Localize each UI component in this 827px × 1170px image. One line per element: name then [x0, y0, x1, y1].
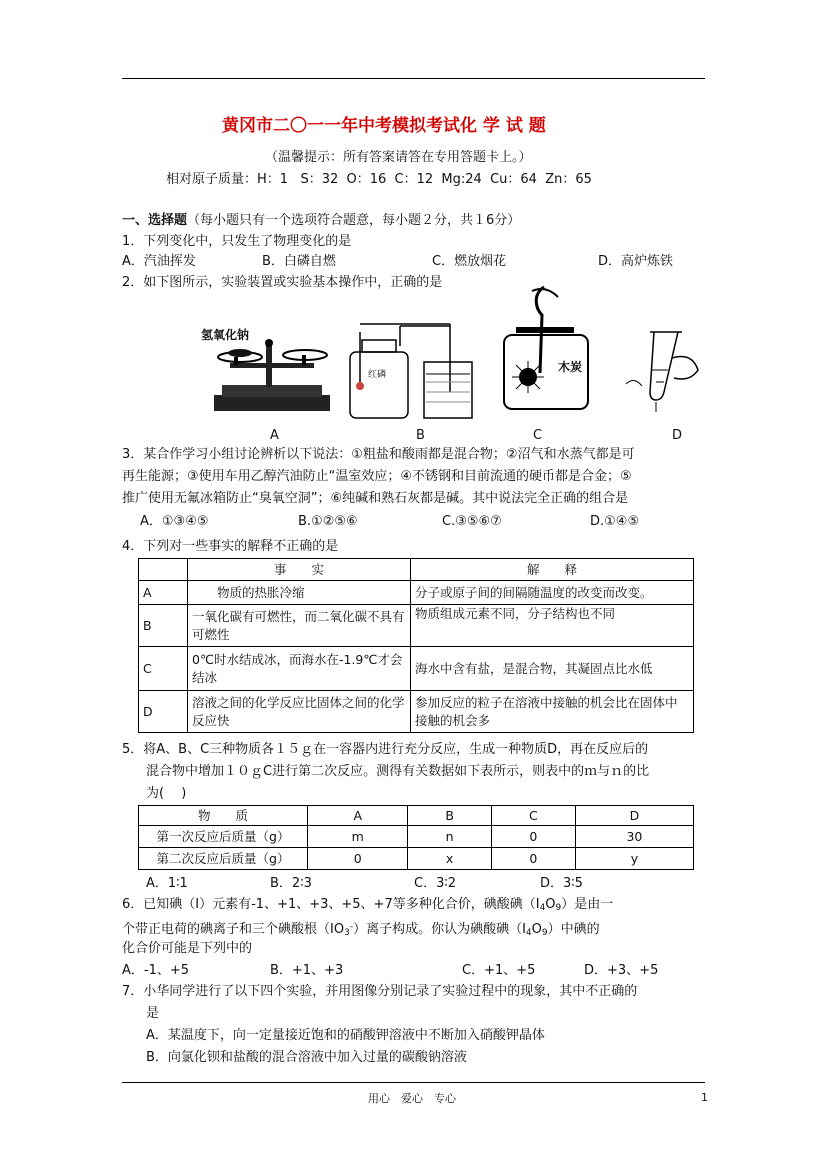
- q6-line-2-sup: -: [349, 922, 354, 932]
- section-heading: [122, 213, 520, 229]
- apparatus-b-figure: [340, 312, 475, 420]
- q3-line-3: 推广使用无氟冰箱防止“臭氧空洞”；⑥纯碱和熟石灰都是碱。其中说法完全正确的组合是: [122, 491, 629, 506]
- q4-stem: 4．下列对一些事实的解释不正确的是: [122, 539, 339, 554]
- q5-row1-d: 30: [575, 826, 693, 848]
- q7-option-a: A．某温度下，向一定量接近饱和的硝酸钾溶液中不断加入硝酸钾晶体: [146, 1028, 545, 1043]
- q6-line-2-post: ）中碘的: [547, 922, 600, 937]
- q5-row2-d: y: [575, 848, 693, 870]
- q6-line-1-mid: O: [545, 897, 556, 912]
- q6-line-2-mid: ）离子构成。你认为碘酸碘（I: [353, 922, 526, 937]
- q6-option-d: D．+3、+5: [584, 963, 659, 978]
- q6-line-2-o: O: [531, 922, 542, 937]
- q7-line-1: 7．小华同学进行了以下四个实验，并用图像分别记录了实验过程中的现象，其中不正确的: [122, 984, 638, 999]
- q4-row-c-fact: 0℃时水结成冰，而海水在-1.9℃才会结冰: [188, 647, 411, 691]
- fig-a-label: 氢氧化钠: [201, 328, 250, 342]
- q5-row1-label: 第一次反应后质量（g）: [139, 826, 308, 848]
- q4-row-a-opt: A: [139, 581, 188, 605]
- q5-header-a: A: [308, 806, 408, 826]
- tip-text: （温馨提示：所有答案请答在专用答题卡上。）: [265, 150, 532, 165]
- fig-b-label: 红磷: [368, 370, 387, 380]
- q5-line-2: 混合物中增加１０ｇC进行第二次反应。测得有关数据如下表所示，则表中的ｍ与ｎ的比: [146, 764, 650, 779]
- q5-option-d: D．3∶5: [540, 876, 583, 891]
- q3-option-d: D.①④⑤: [590, 514, 640, 529]
- q6-line-2: [122, 919, 600, 941]
- q7-option-b: B．向氯化钡和盐酸的混合溶液中加入过量的碳酸钠溶液: [146, 1050, 467, 1065]
- q3-line-2: 再生能源；③使用车用乙醇汽油防止“温室效应；④不锈钢和目前流通的硬币都是合金；⑤: [122, 469, 632, 484]
- q5-option-a: A．1∶1: [146, 876, 188, 891]
- exam-title: 黄冈市二〇一一年中考模拟考试化 学 试 题: [222, 116, 546, 136]
- q6-line-1-post: ）是由一: [561, 897, 614, 912]
- q6-line-1: [122, 897, 613, 916]
- q4-row-a-explain: 分子或原子间的间隔随温度的改变而改变。: [411, 581, 694, 605]
- q4-row-d-explain: 参加反应的粒子在溶液中接触的机会比在固体中接触的机会多: [411, 691, 694, 733]
- q5-option-c: C．3∶2: [414, 876, 457, 891]
- q6-option-c: C．+1、+5: [462, 963, 536, 978]
- jar-c-figure: [492, 285, 597, 413]
- q5-row2-a: 0: [308, 848, 408, 870]
- q4-row-b-opt: B: [139, 605, 188, 647]
- q1-option-d: D．高炉炼铁: [598, 254, 674, 269]
- q6-line-1-sub-1: 4: [539, 903, 546, 913]
- q5-table: [138, 805, 694, 870]
- page-number: 1: [701, 1091, 708, 1104]
- top-rule: [122, 78, 705, 79]
- q4-header-fact: 事 实: [188, 559, 411, 581]
- q5-row2-c: 0: [491, 848, 575, 870]
- q5-option-b: B．2∶3: [270, 876, 312, 891]
- q4-row-a-fact: 物质的热胀冷缩: [188, 581, 411, 605]
- q5-row2-b: x: [408, 848, 491, 870]
- q5-line-1: 5．将A、B、C三种物质各１５ｇ在一容器内进行充分反应，生成一种物质D，再在反应后的: [122, 742, 649, 757]
- q4-header-explain: 解 释: [411, 559, 694, 581]
- q3-option-b: B.①②⑤⑥: [298, 514, 358, 529]
- atomic-masses: 相对原子质量：H：1 S：32 O：16 C：12 Mg:24 Cu：64 Zn：65: [166, 172, 592, 187]
- q4-row-d-opt: D: [139, 691, 188, 733]
- q2-stem: 2．如下图所示，实验装置或实验基本操作中，正确的是: [122, 275, 443, 290]
- q5-line-3: 为( ): [146, 786, 187, 801]
- q4-row-b-fact: 一氧化碳有可燃性，而二氧化碳不具有可燃性: [188, 605, 411, 647]
- q4-row-c-opt: C: [139, 647, 188, 691]
- q3-line-1: 3．某合作学习小组讨论辨析以下说法：①粗盐和酸雨都是混合物；②沼气和水蒸气都是可: [122, 447, 635, 462]
- test-tube-d-figure: [620, 322, 715, 414]
- q5-row1-a: m: [308, 826, 408, 848]
- q1-option-c: C．燃放烟花: [432, 254, 507, 269]
- fig-label-b: B: [416, 428, 425, 443]
- q5-header-c: C: [491, 806, 575, 826]
- section-heading-rest: （每小题只有一个选项符合题意，每小题２分，共１6分）: [187, 213, 521, 228]
- q5-row2-label: 第二次反应后质量（g）: [139, 848, 308, 870]
- q6-option-a: A．-1、+5: [122, 963, 190, 978]
- fig-label-a: A: [270, 428, 279, 443]
- q1-stem: 1．下列变化中，只发生了物理变化的是: [122, 234, 352, 249]
- q5-row1-b: n: [408, 826, 491, 848]
- q7-line-2: 是: [146, 1006, 160, 1021]
- q6-line-2-sub-1: 4: [525, 928, 532, 938]
- q5-header-substance: 物 质: [139, 806, 308, 826]
- q4-row-d-fact: 溶液之间的化学反应比固体之间的化学反应快: [188, 691, 411, 733]
- q5-header-d: D: [575, 806, 693, 826]
- q3-option-a: A．①③④⑤: [140, 514, 209, 529]
- q3-option-c: C.③⑤⑥⑦: [442, 514, 502, 529]
- q6-line-3: 化合价可能是下列中的: [122, 941, 253, 956]
- footer-motto: 用心 爱心 专心: [368, 1092, 456, 1105]
- q4-row-c-explain: 海水中含有盐，是混合物，其凝固点比水低: [411, 647, 694, 691]
- q1-option-a: A．汽油挥发: [122, 254, 196, 269]
- q4-row-b-explain: 物质组成元素不同，分子结构也不同: [411, 605, 694, 647]
- q6-line-1-sub-2: 9: [555, 903, 562, 913]
- q6-line-2-sub-2: 9: [541, 928, 548, 938]
- q6-line-2-pre: 个带正电荷的碘离子和三个碘酸根（IO: [122, 922, 345, 937]
- q5-row1-c: 0: [491, 826, 575, 848]
- fig-label-c: C: [533, 428, 543, 443]
- fig-label-d: D: [672, 428, 683, 443]
- fig-c-label: 木炭: [558, 360, 583, 374]
- q5-header-b: B: [408, 806, 491, 826]
- q4-table: [138, 558, 694, 733]
- section-heading-bold: 一、选择题: [122, 213, 188, 228]
- q6-option-b: B．+1、+3: [270, 963, 344, 978]
- q1-option-b: B．白磷自燃: [262, 254, 336, 269]
- q4-header-blank: [139, 559, 188, 581]
- q6-line-2-sub: 3: [344, 928, 350, 938]
- q6-line-1-pre: 6．已知碘（I）元素有-1、+1、+3、+5、+7等多种化合价，碘酸碘（I: [122, 897, 540, 912]
- footer-rule: [122, 1082, 705, 1083]
